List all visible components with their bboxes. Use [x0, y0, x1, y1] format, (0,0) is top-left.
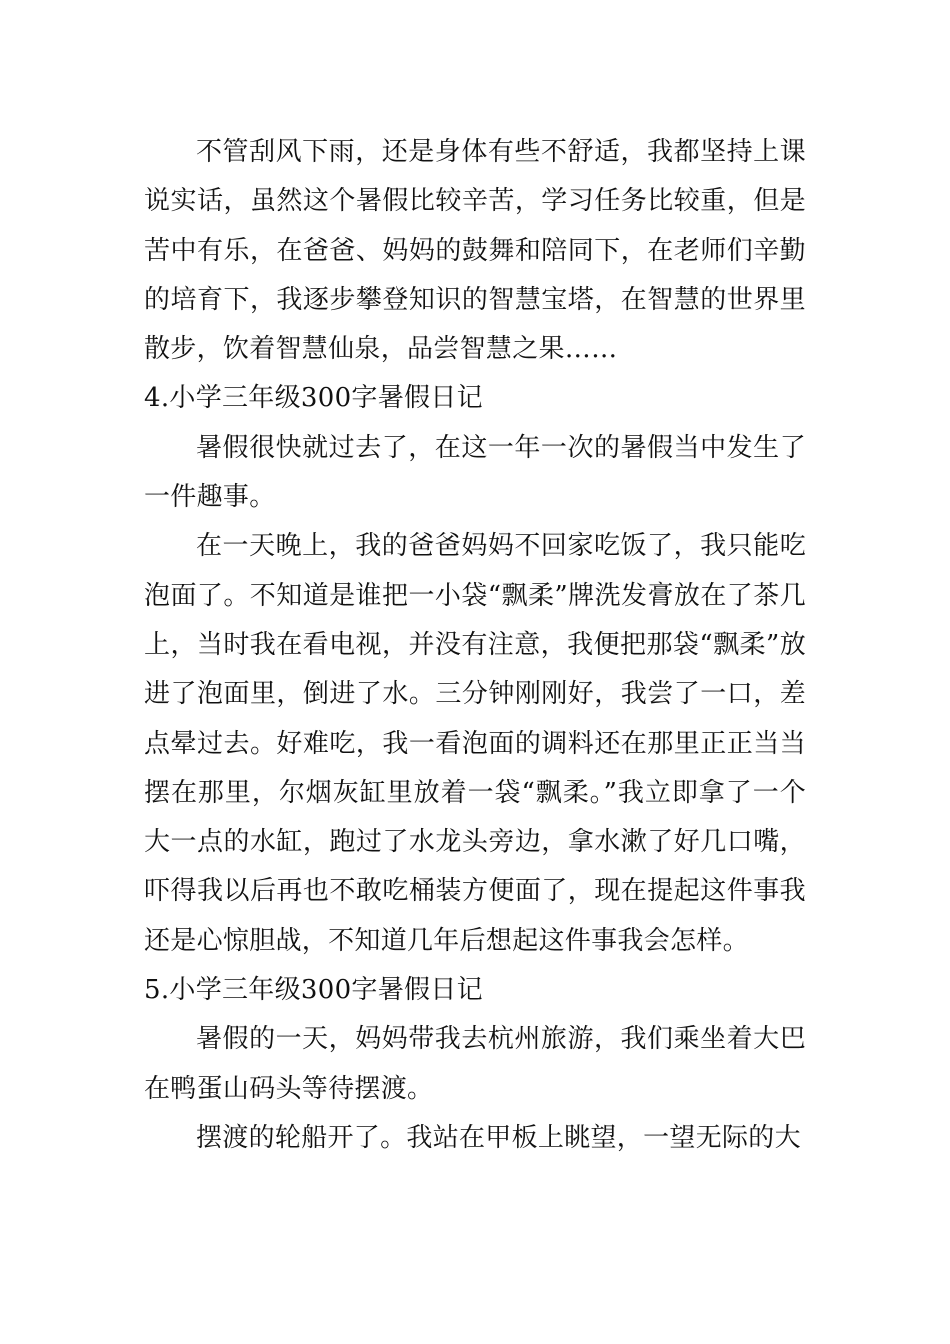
paragraph-diary-4-intro: 暑假很快就过去了，在这一年一次的暑假当中发生了一件趣事。 [144, 432, 806, 513]
heading-diary-4: 4.小学三年级300字暑假日记 [144, 383, 483, 414]
paragraph-diary-4-story: 在一天晚上，我的爸爸妈妈不回家吃饭了，我只能吃泡面了。不知道是谁把一小袋“飘柔”牌洗发膏放在了茶几上，当时我在看电视，并没有注意，我便把那袋“飘柔”放进了泡面里，倒进了水。三分钟刚刚好，我尝了一口，差点晕过去。好难吃，我一看泡面的调料还在那里正正当当摆在那里，尔烟灰缸里放着一袋“飘柔。”我立即拿了一个大一点的水缸，跑过了水龙头旁边，拿水漱了好几口嘴，吓得我以后再也不敢吃桶装方便面了，现在提起这件事我还是心惊胆战，不知道几年后想起这件事我会怎样。 [144, 531, 806, 956]
paragraph-summer-study: 不管刮风下雨，还是身体有些不舒适，我都坚持上课说实话，虽然这个暑假比较辛苦，学习任务比较重，但是苦中有乐，在爸爸、妈妈的鼓舞和陪同下，在老师们辛勤的培育下，我逐步攀登知识的智慧宝塔，在智慧的世界里散步，饮着智慧仙泉，品尝智慧之果…… [144, 137, 806, 365]
heading-diary-5: 5.小学三年级300字暑假日记 [144, 975, 483, 1006]
paragraph-diary-5-ferry: 摆渡的轮船开了。我站在甲板上眺望，一望无际的大 [196, 1122, 801, 1153]
document-body [144, 128, 806, 1163]
paragraph-diary-5-intro: 暑假的一天，妈妈带我去杭州旅游，我们乘坐着大巴在鸭蛋山码头等待摆渡。 [144, 1024, 806, 1104]
